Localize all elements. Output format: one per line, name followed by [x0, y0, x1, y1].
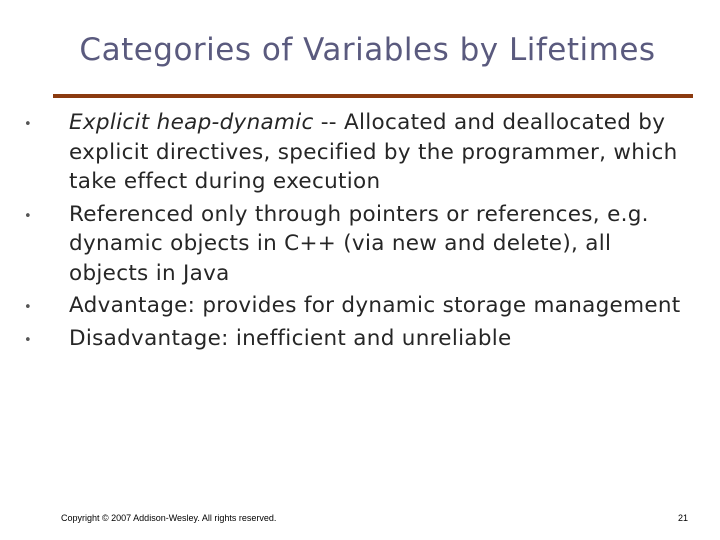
- bullet-term: Explicit heap-dynamic: [69, 110, 314, 135]
- bullet-item: [24, 291, 684, 321]
- bullet-item: [24, 108, 684, 197]
- bullet-text: Advantage: provides for dynamic storage management: [69, 293, 681, 318]
- bullet-dot-icon: •: [24, 300, 32, 315]
- bullet-dot-icon: •: [24, 117, 32, 132]
- bullet-text: Disadvantage: inefficient and unreliable: [69, 325, 512, 351]
- page-number: 21: [677, 513, 688, 523]
- bullet-separator: --: [313, 110, 344, 135]
- bullet-dot-icon: •: [24, 332, 32, 348]
- bullet-item: [24, 324, 684, 354]
- bullet-item: [24, 200, 684, 289]
- bullet-text: Referenced only through pointers or references, e.g. dynamic objects in C++ (via new and delete), all objects in Java: [69, 201, 649, 286]
- bullet-text: Allocated and deallocated by explicit directives, specified by the programmer, which take effect during execution: [69, 110, 678, 194]
- slide-title: Categories of Variables by Lifetimes: [79, 32, 656, 68]
- bullet-dot-icon: •: [24, 208, 32, 224]
- bullet-list: [24, 108, 684, 356]
- footer-copyright: Copyright © 2007 Addison-Wesley. All rights reserved.: [61, 513, 277, 523]
- title-divider: [53, 94, 693, 98]
